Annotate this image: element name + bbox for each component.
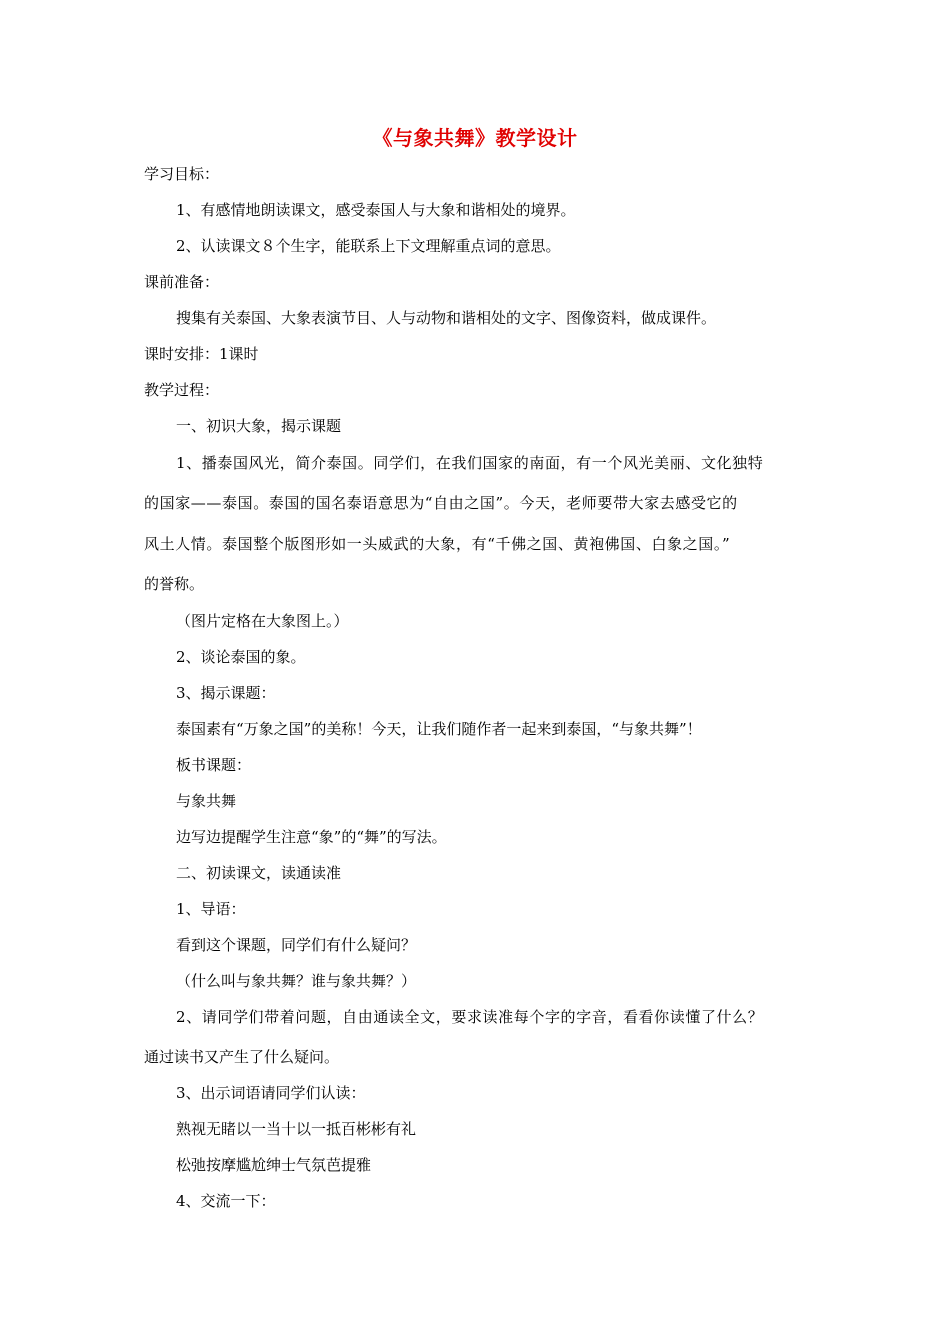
heading-learning-goals: 学习目标： [144,165,220,183]
paragraph-line: 1、播泰国风光，简介泰国。同学们，在我们国家的南面，有一个风光美丽、文化独特 [176,454,764,472]
paragraph-line: 的国家——泰国。泰国的国名泰语意思为“自由之国”。今天，老师要带大家去感受它的 [144,494,738,512]
word-list-2: 松弛按摩尴尬绅士气氛芭提雅 [176,1156,372,1174]
step-3-words: 3、出示词语请同学们认读： [176,1084,366,1102]
word-list-1: 熟视无睹以一当十以一抵百彬彬有礼 [176,1120,417,1138]
goal-item-1: 1、有感情地朗读课文，感受泰国人与大象和谐相处的境界。 [176,201,576,219]
class-schedule: 课时安排：1课时 [144,345,259,363]
heading-teaching-process: 教学过程： [144,381,220,399]
paragraph-line: 2、请同学们带着问题，自由通读全文，要求读准每个字的字音，看看你读懂了什么？ [176,1008,764,1026]
writing-note: 边写边提醒学生注意“象”的“舞”的写法。 [176,828,447,846]
image-note: （图片定格在大象图上。） [176,612,349,630]
section-one-heading: 一、初识大象，揭示课题 [176,417,342,435]
paragraph-line: 风土人情。泰国整个版图形如一头威武的大象，有“千佛之国、黄袍佛国、白象之国。” [144,535,731,553]
goal-item-2: 2、认读课文８个生字，能联系上下文理解重点词的意思。 [176,237,561,255]
board-title: 与象共舞 [176,792,237,810]
preparation-text: 搜集有关泰国、大象表演节目、人与动物和谐相处的文字、图像资料，做成课件。 [176,309,717,327]
question-examples: （什么叫与象共舞？谁与象共舞？） [176,972,417,990]
heading-preparation: 课前准备： [144,273,220,291]
step-4-exchange: 4、交流一下： [176,1192,276,1210]
paragraph-line: 通过读书又产生了什么疑问。 [144,1048,340,1066]
document-title: 《与象共舞》教学设计 [372,126,578,150]
paragraph-line: 泰国素有“万象之国”的美称！今天，让我们随作者一起来到泰国，“与象共舞”！ [176,720,702,738]
step-1-intro: 1、导语： [176,900,246,918]
step-3: 3、揭示课题： [176,684,276,702]
step-2: 2、谈论泰国的象。 [176,648,306,666]
paragraph-line: 的誉称。 [144,575,205,593]
board-title-label: 板书课题： [176,756,252,774]
question-line: 看到这个课题，同学们有什么疑问？ [176,936,417,954]
section-two-heading: 二、初读课文，读通读准 [176,864,342,882]
